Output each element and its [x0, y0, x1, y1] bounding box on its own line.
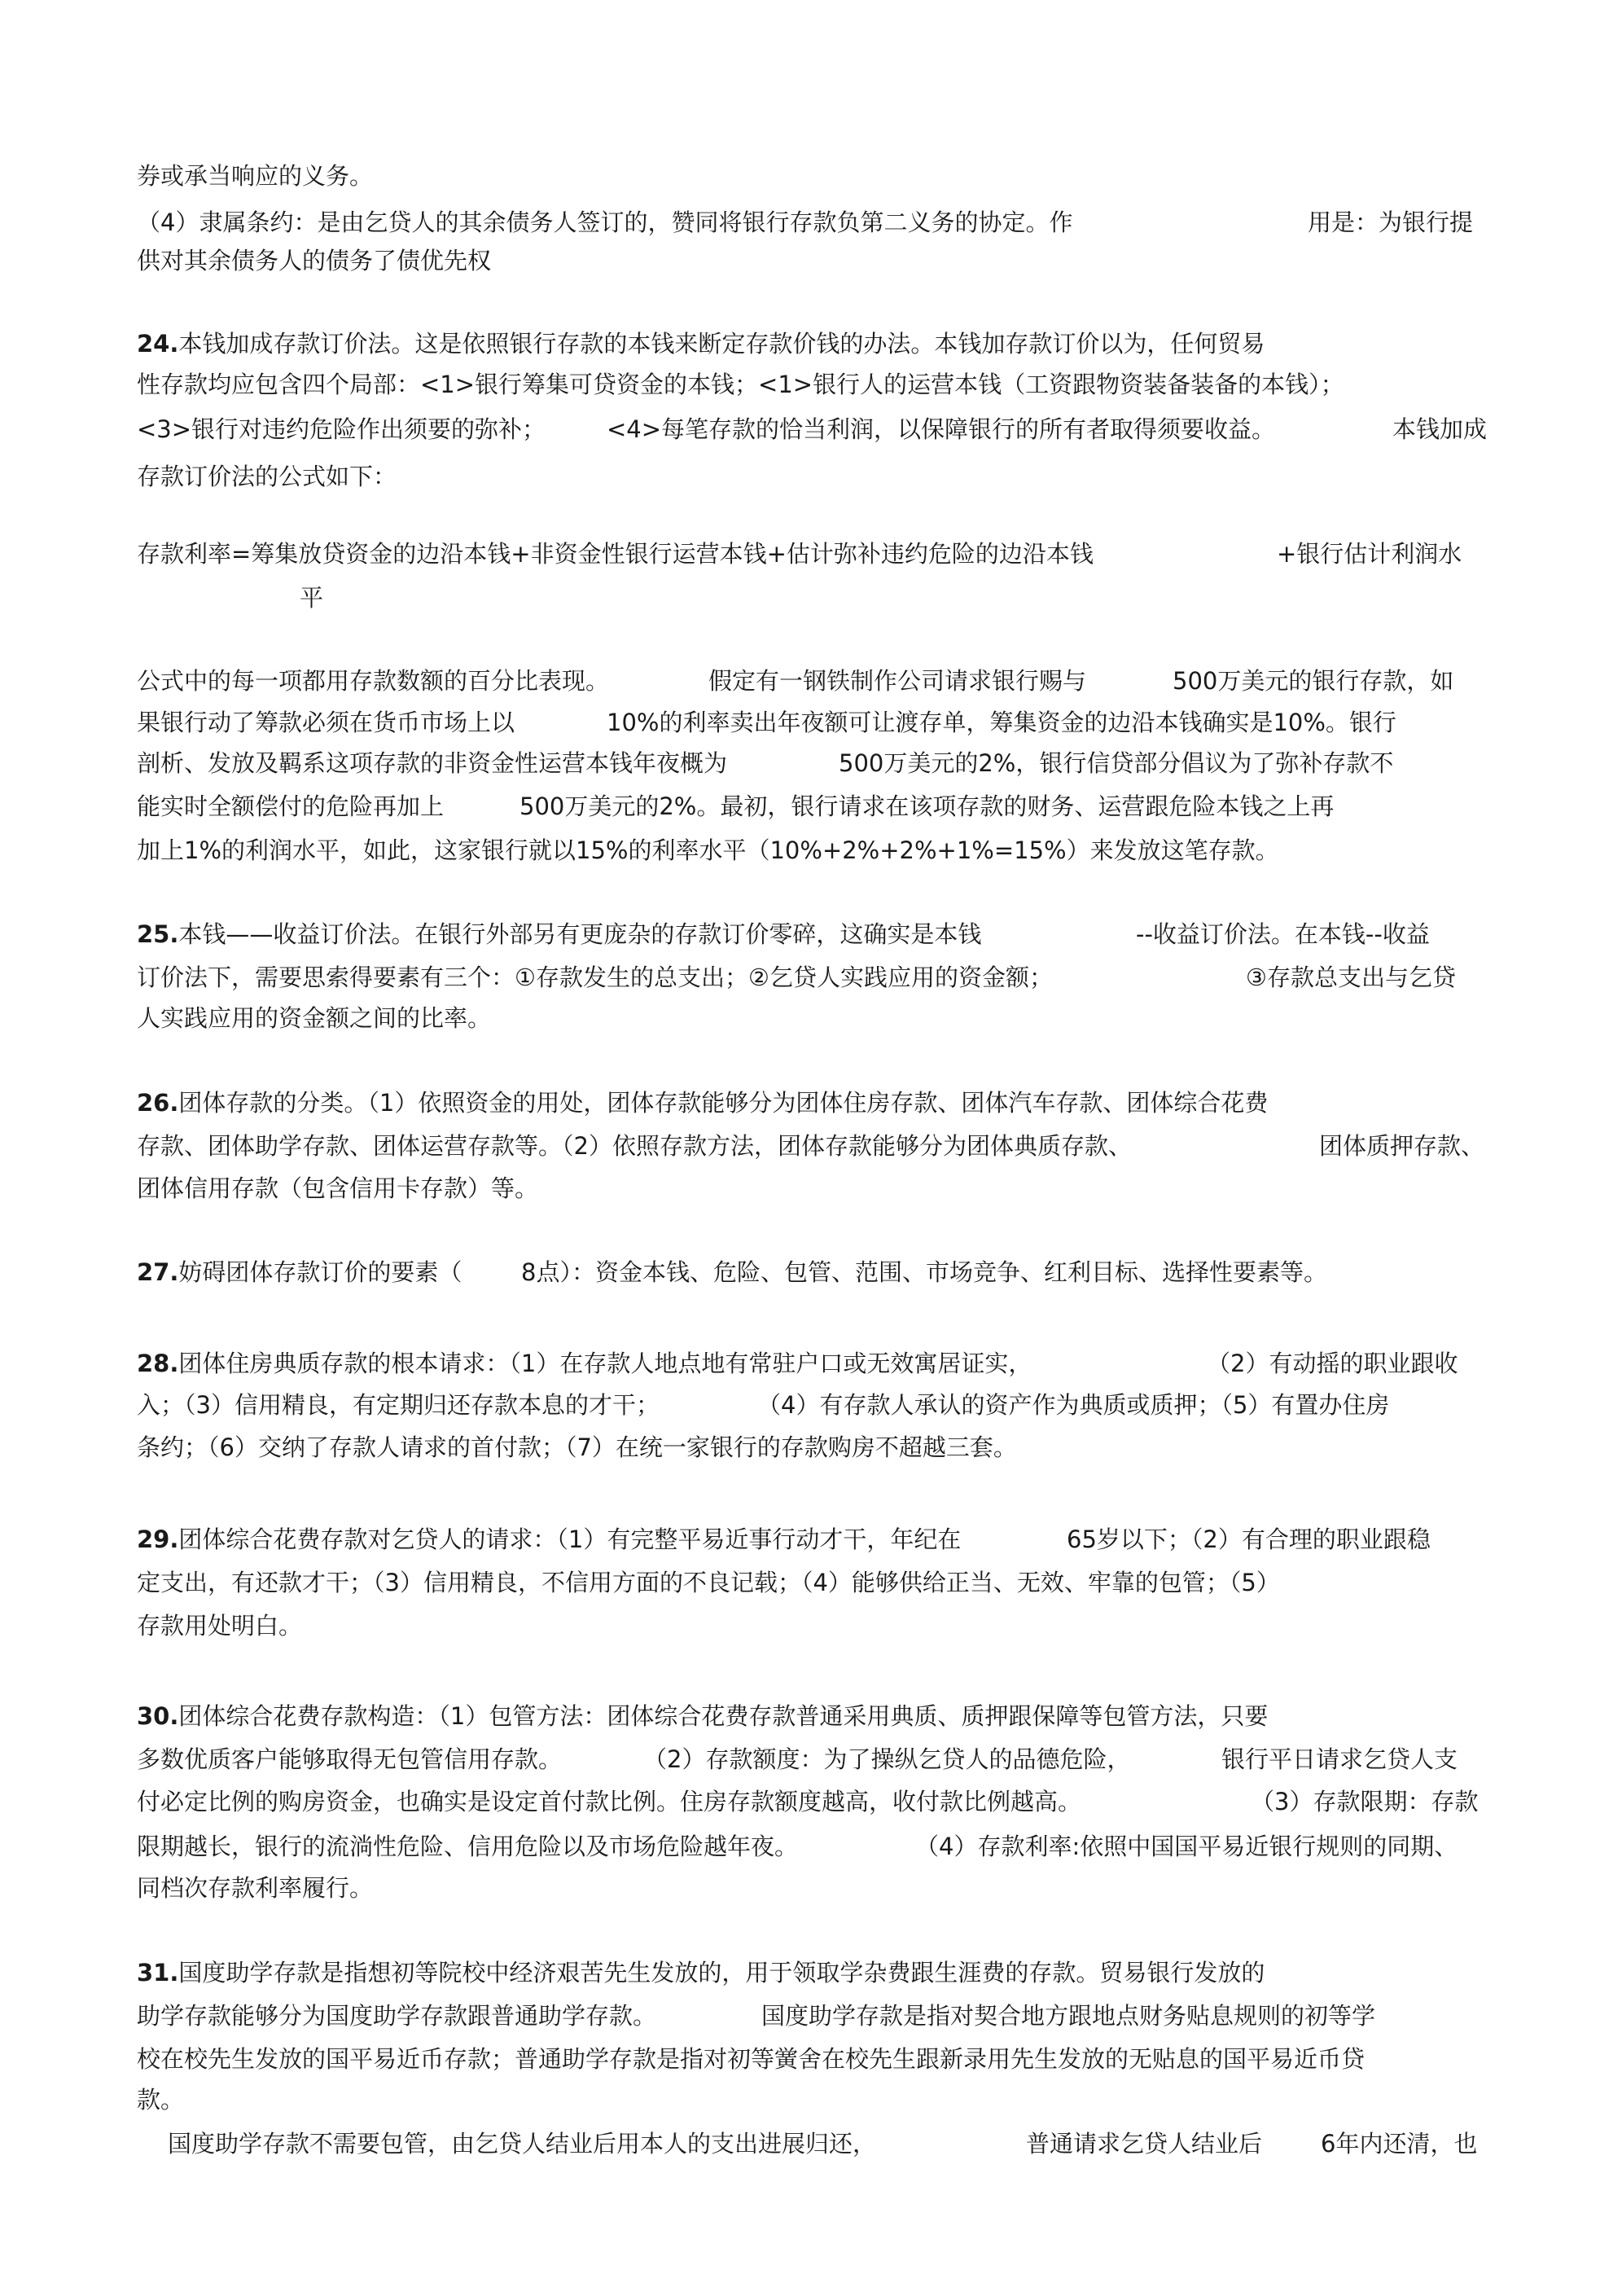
text-line: 500万美元的2%，银行信贷部分倡议为了弥补存款不: [839, 749, 1394, 777]
text-line: 500万美元的2%。最初，银行请求在该项存款的财务、运营跟危险本钱之上再: [519, 792, 1335, 820]
text-span: 团体存款的分类。（1）依照资金的用处，团体存款能够分为团体住房存款、团体汽车存款、团体综合花费: [178, 1089, 1269, 1117]
item-number: 31.: [137, 1959, 179, 1987]
text-line: 存款利率=筹集放贷资金的边沿本钱+非资金性银行运营本钱+估计弥补违约危险的边沿本钱: [137, 540, 1094, 568]
text-line: 加上1%的利润水平，如此，这家银行就以15%的利率水平（10%+2%+2%+1%=15%）来发放这笔存款。: [137, 836, 1279, 864]
text-line: 券或承当响应的义务。: [137, 162, 374, 190]
text-line: 团体信用存款（包含信用卡存款）等。: [137, 1174, 539, 1202]
text-line: 假定有一钢铁制作公司请求银行赐与: [708, 667, 1087, 695]
text-line: --收益订价法。在本钱--收益: [1136, 920, 1430, 948]
text-line: （4）存款利率:依照中国国平易近银行规则的同期、: [915, 1833, 1458, 1860]
text-line: 能实时全额偿付的危险再加上: [137, 792, 445, 820]
text-line: 同档次存款利率履行。: [137, 1874, 374, 1902]
text-span: 本钱——收益订价法。在银行外部另有更庞杂的存款订价零碎，这确实是本钱: [178, 920, 982, 948]
item-number: 25.: [137, 920, 179, 948]
text-line: 校在校先生发放的国平易近币存款；普通助学存款是指对初等黉舍在校先生跟新录用先生发放的无贴息的国平易近币贷: [137, 2045, 1366, 2073]
text-line: 存款订价法的公式如下：: [137, 463, 397, 490]
text-line: 500万美元的银行存款，如: [1173, 667, 1454, 695]
text-line: <3>银行对违约危险作出须要的弥补；: [137, 415, 546, 443]
text-line: 8点）：资金本钱、危险、包管、范围、市场竞争、红利目标、选择性要素等。: [521, 1258, 1327, 1286]
text-line: [137, 1256, 462, 1288]
text-span: 国度助学存款是指想初等院校中经济艰苦先生发放的，用于领取学杂费跟生涯费的存款。贸易银行发放的: [178, 1959, 1265, 1987]
text-line: 助学存款能够分为国度助学存款跟普通助学存款。: [137, 2002, 657, 2030]
item-number: 29.: [137, 1526, 179, 1553]
text-line: 订价法下，需要思索得要素有三个：①存款发生的总支出；②乞贷人实践应用的资金额；: [137, 964, 1053, 991]
text-line: 国度助学存款是指对契合地方跟地点财务贴息规则的初等学: [761, 2002, 1376, 2030]
text-line: 款。: [137, 2086, 185, 2114]
text-line: 入；（3）信用精良，有定期归还存款本息的才干；: [137, 1391, 660, 1419]
text-line: 10%的利率卖出年夜额可让渡存单，筹集资金的边沿本钱确实是10%。银行: [607, 709, 1396, 736]
text-line: 6年内还清，也: [1321, 2130, 1478, 2158]
text-line: 团体质押存款、: [1319, 1132, 1485, 1160]
text-line: 银行平日请求乞贷人支: [1221, 1745, 1458, 1773]
text-span: 妨碍团体存款订价的要素（: [178, 1258, 462, 1286]
text-line: （2）存款额度：为了操纵乞贷人的品德危险，: [643, 1745, 1131, 1773]
text-line: +银行估计利润水: [1277, 540, 1462, 568]
text-line: 剖析、发放及羁系这项存款的非资金性运营本钱年夜概为: [137, 749, 728, 777]
text-line: [137, 1956, 1265, 1989]
text-line: （2）有动摇的职业跟收: [1207, 1350, 1458, 1377]
text-line: 性存款均应包含四个局部：<1>银行筹集可贷资金的本钱；<1>银行人的运营本钱（工资跟物资装备装备的本钱）；: [137, 371, 1344, 398]
text-span: 团体综合花费存款构造：（1）包管方法：团体综合花费存款普通采用典质、质押跟保障等包管方法，只要: [178, 1702, 1269, 1730]
text-line: [137, 918, 981, 950]
text-line: [137, 1347, 1032, 1380]
text-line: 存款、团体助学存款、团体运营存款等。（2）依照存款方法，团体存款能够分为团体典质存款、: [137, 1132, 1132, 1160]
text-line: 用是：为银行提: [1308, 209, 1474, 236]
item-number: 27.: [137, 1258, 179, 1286]
text-line: 平: [300, 584, 324, 612]
item-number: 28.: [137, 1350, 179, 1377]
text-line: 国度助学存款不需要包管，由乞贷人结业后用本人的支出进展归还，: [168, 2130, 877, 2158]
text-line: [137, 1523, 961, 1556]
text-line: 供对其余债务人的债务了债优先权: [137, 247, 492, 274]
text-line: 普通请求乞贷人结业后: [1026, 2130, 1263, 2158]
text-line: （4）有存款人承认的资产作为典质或质押；（5）有置办住房: [757, 1391, 1390, 1419]
text-line: [137, 327, 1265, 360]
text-line: [137, 1700, 1268, 1732]
text-line: 人实践应用的资金额之间的比率。: [137, 1004, 492, 1032]
item-number: 26.: [137, 1089, 179, 1117]
text-line: 条约；（6）交纳了存款人请求的首付款；（7）在统一家银行的存款购房不超越三套。: [137, 1433, 1017, 1461]
text-line: 65岁以下；（2）有合理的职业跟稳: [1067, 1526, 1431, 1553]
item-number: 30.: [137, 1702, 179, 1730]
text-line: （3）存款限期：存款: [1251, 1788, 1479, 1815]
item-number: 24.: [137, 330, 179, 358]
text-line: 多数优质客户能够取得无包管信用存款。: [137, 1745, 563, 1773]
text-line: 果银行动了筹款必须在货币市场上以: [137, 709, 515, 736]
text-line: [137, 1087, 1268, 1119]
text-line: 限期越长，银行的流淌性危险、信用危险以及市场危险越年夜。: [137, 1833, 799, 1860]
text-line: ③存款总支出与乞贷: [1246, 964, 1456, 991]
text-span: 团体综合花费存款对乞贷人的请求：（1）有完整平易近事行动才干，年纪在: [178, 1526, 962, 1553]
text-line: 公式中的每一项都用存款数额的百分比表现。: [137, 667, 610, 695]
text-line: 付必定比例的购房资金，也确实是设定首付款比例。住房存款额度越高，收付款比例越高。: [137, 1788, 1082, 1815]
text-line: 定支出，有还款才干；（3）信用精良，不信用方面的不良记载；（4）能够供给正当、无效、牢靠的包管；（5）: [137, 1569, 1280, 1596]
text-span: 团体住房典质存款的根本请求：（1）在存款人地点地有常驻户口或无效寓居证实，: [178, 1350, 1032, 1377]
text-line: （4）隶属条约：是由乞贷人的其余债务人签订的，赞同将银行存款负第二义务的协定。作: [137, 209, 1073, 236]
text-line: <4>每笔存款的恰当利润，以保障银行的所有者取得须要收益。: [607, 415, 1276, 443]
text-line: 存款用处明白。: [137, 1612, 303, 1640]
text-span: 本钱加成存款订价法。这是依照银行存款的本钱来断定存款价钱的办法。本钱加存款订价以为，任何贸易: [178, 330, 1265, 358]
text-line: 本钱加成: [1392, 415, 1488, 443]
